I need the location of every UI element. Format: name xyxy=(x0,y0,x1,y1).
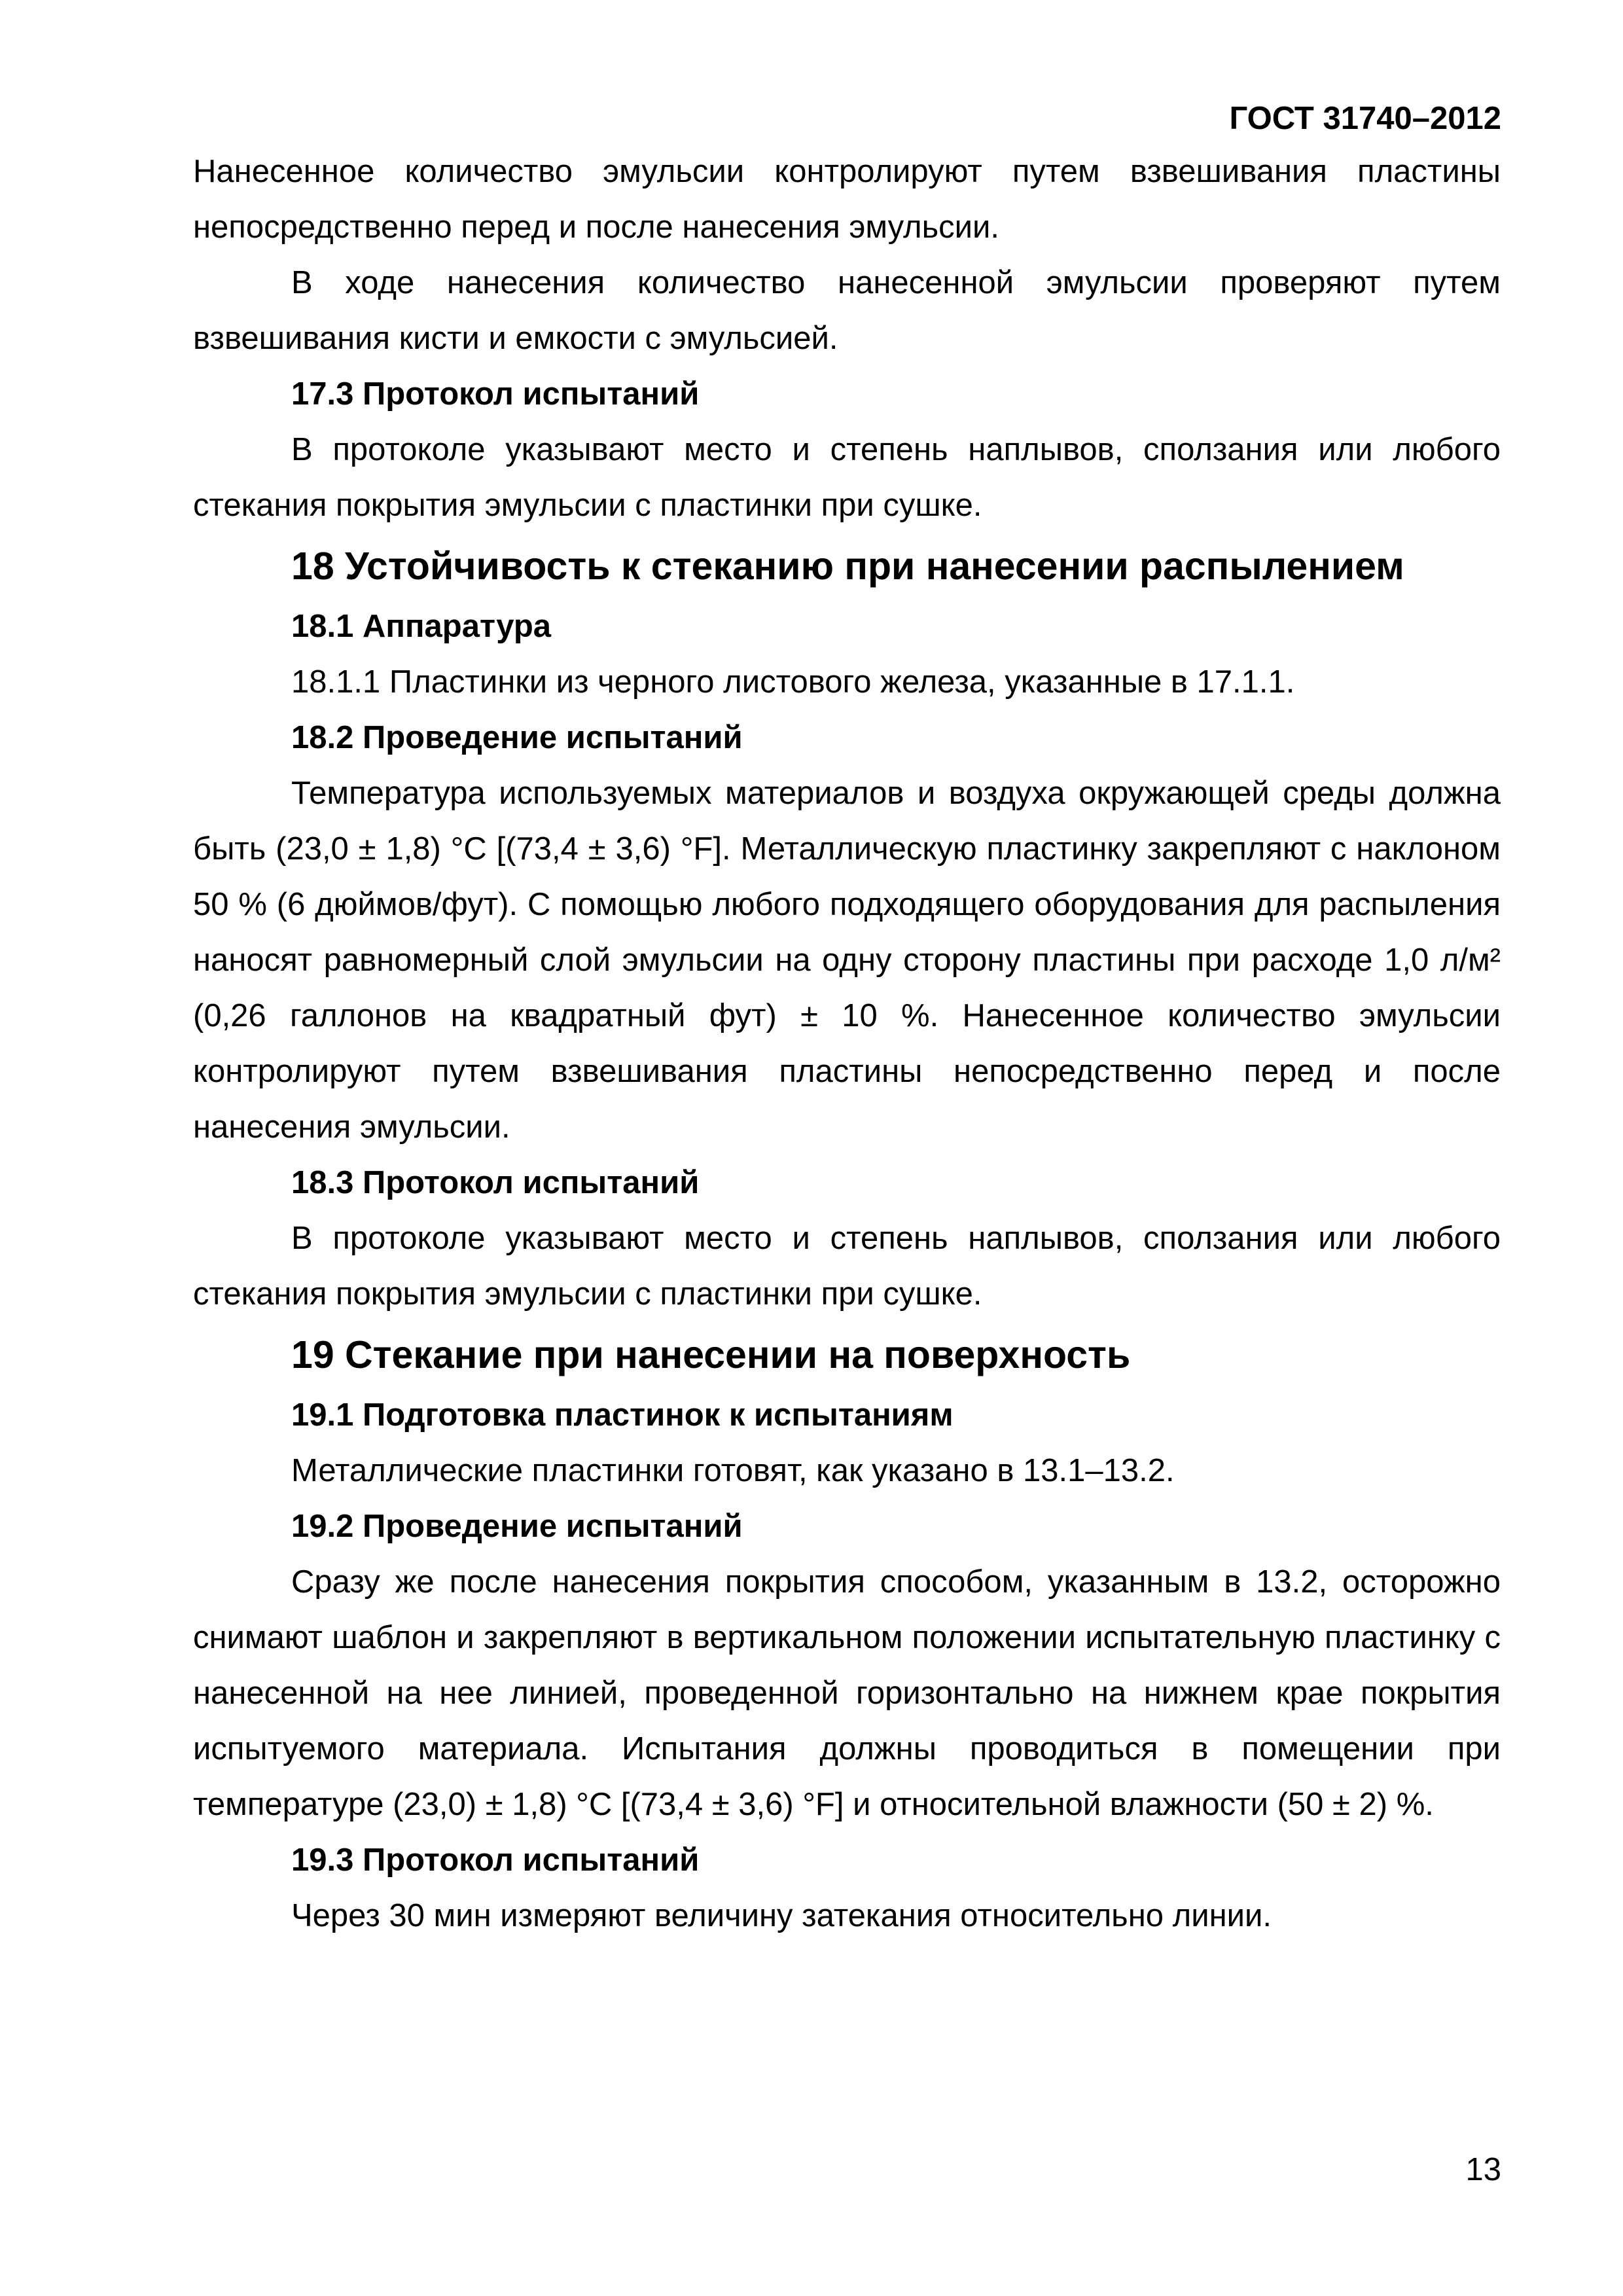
paragraph: Нанесенное количество эмульсии контролируют путем взвешивания пластины непосредственно перед и после нанесения эмульсии. xyxy=(193,154,1501,245)
page-number: 13 xyxy=(1465,2152,1501,2187)
paragraph: Сразу же после нанесения покрытия способом, указанным в 13.2, осторожно снимают шаблон и закрепляют в вертикальном положении испытательную пластинку с нанесенной на нее линией, проведенной горизонтально на нижнем крае покрытия испытуемого материала. Испытания должны проводиться в помещении при температуре (23,0) ± 1,8) °С [(73,4 ± 3,6) °F] и относительной влажности (50 ± 2) %. xyxy=(193,1564,1501,1822)
paragraph: В протоколе указывают место и степень наплывов, сползания или любого стекания покрытия эмульсии с пластинки при сушке. xyxy=(193,1221,1501,1312)
paragraph: Через 30 мин измеряют величину затекания относительно линии. xyxy=(291,1898,1272,1933)
section-heading: 19 Стекание при нанесении на поверхность xyxy=(291,1333,1131,1376)
subsection-heading: 19.2 Проведение испытаний xyxy=(291,1509,743,1544)
paragraph: Металлические пластинки готовят, как указано в 13.1–13.2. xyxy=(291,1453,1175,1488)
document-code: ГОСТ 31740–2012 xyxy=(1229,101,1501,136)
subsection-heading: 19.3 Протокол испытаний xyxy=(291,1842,700,1878)
subsection-heading: 18.1 Аппаратура xyxy=(291,609,552,644)
paragraph: 18.1.1 Пластинки из черного листового железа, указанные в 17.1.1. xyxy=(291,664,1295,700)
subsection-heading: 18.3 Протокол испытаний xyxy=(291,1165,700,1200)
paragraph: В протоколе указывают место и степень наплывов, сползания или любого стекания покрытия эмульсии с пластинки при сушке. xyxy=(193,432,1501,523)
paragraph: Температура используемых материалов и воздуха окружающей среды должна быть (23,0 ± 1,8) °С [(73,4 ± 3,6) °F]. Металлическую пластинку закрепляют с наклоном 50 % (6 дюймов/фут). С помощью любого подходящего оборудования для распыления наносят равномерный слой эмульсии на одну сторону пластины при расходе 1,0 л/м² (0,26 галлонов на квадратный фут) ± 10 %. Нанесенное количество эмульсии контролируют путем взвешивания пластины непосредственно перед и после нанесения эмульсии. xyxy=(193,776,1501,1145)
subsection-heading: 18.2 Проведение испытаний xyxy=(291,720,743,755)
paragraph: В ходе нанесения количество нанесенной эмульсии проверяют путем взвешивания кисти и емкости с эмульсией. xyxy=(193,265,1501,356)
subsection-heading: 17.3 Протокол испытаний xyxy=(291,376,700,412)
section-heading: 18 Устойчивость к стеканию при нанесении распылением xyxy=(291,545,1404,588)
subsection-heading: 19.1 Подготовка пластинок к испытаниям xyxy=(291,1397,954,1433)
page-content xyxy=(193,144,1501,1944)
